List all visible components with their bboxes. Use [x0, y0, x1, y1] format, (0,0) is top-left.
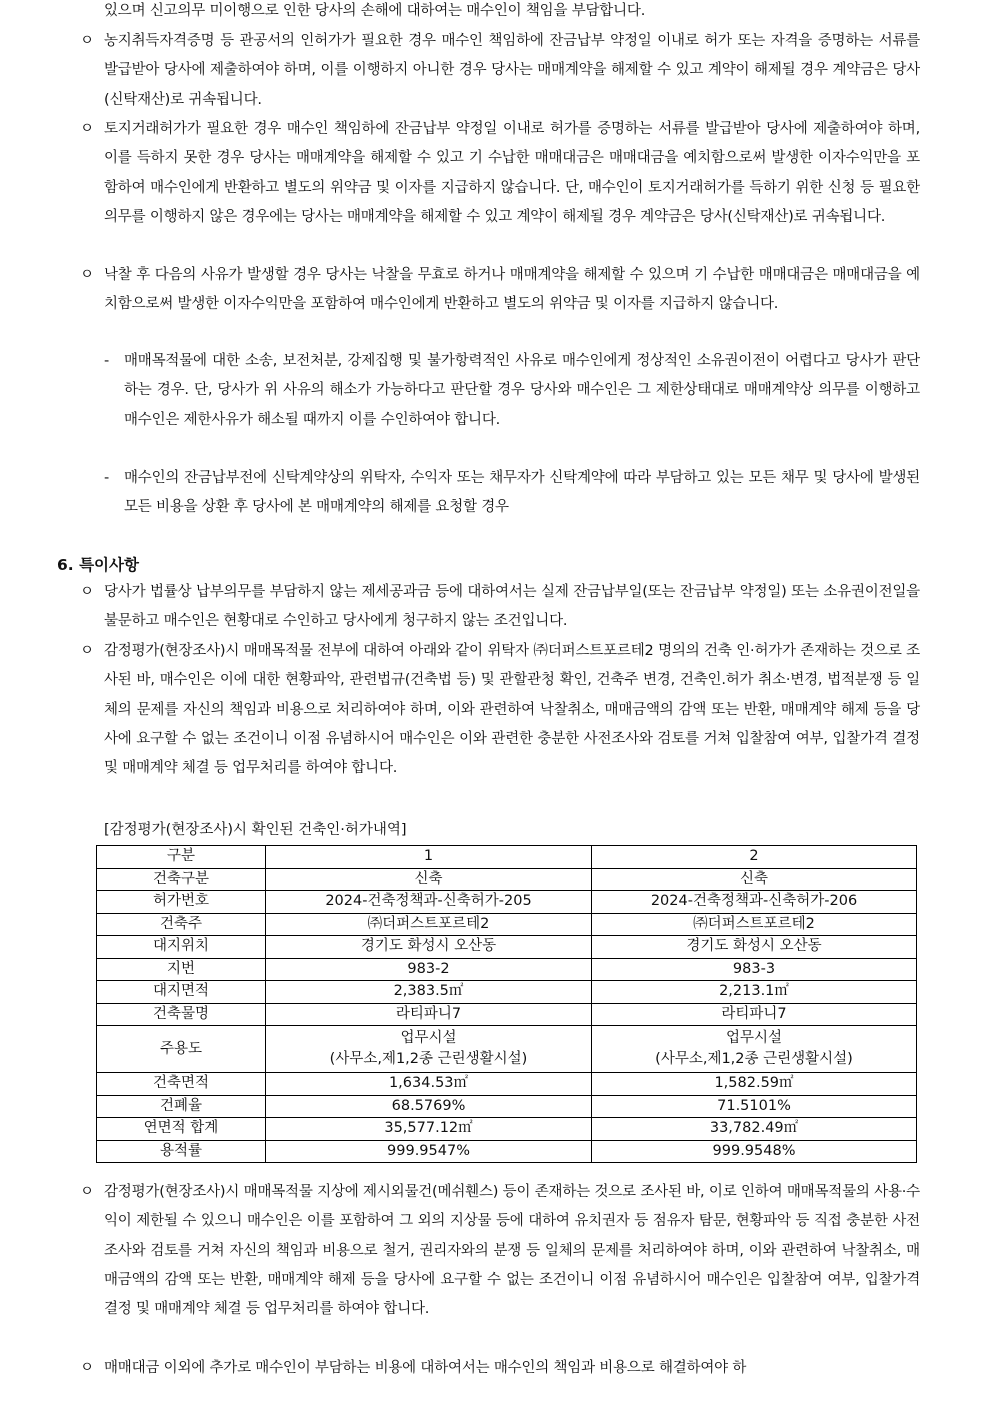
table-row	[97, 1095, 917, 1118]
cell-value: ㈜더퍼스트포르테2	[266, 913, 592, 936]
bullet-land-transaction-permit	[80, 115, 920, 232]
table-row	[97, 1140, 917, 1163]
cell-value: 2024-건축정책과-신축허가-206	[592, 891, 917, 914]
dash-text: 매수인의 잔금납부전에 신탁계약상의 위탁자, 수익자 또는 채무자가 신탁계약에 따라 부담하고 있는 모든 채무 및 당사에 발생된 모든 비용을 상환 후 당사에 본 매매계약의 해제를 요청할 경우	[124, 470, 920, 516]
bullet-text: 농지취득자격증명 등 관공서의 인허가가 필요한 경우 매수인 책임하에 잔금납부 약정일 이내로 허가 또는 자격을 증명하는 서류를 발급받아 당사에 제출하여야 하며, 이를 이행하지 아니한 경우 당사는 매매계약을 해제할 수 있고 계약이 해제될 경우 계약금은 당사(신탁재산)로 귀속됩니다.	[104, 33, 920, 108]
cell-value: 라티파니7	[266, 1003, 592, 1026]
bullet-icon: ㅇ	[80, 267, 94, 283]
table-row	[97, 913, 917, 936]
row-label: 용적률	[97, 1140, 266, 1163]
cell-value: 2024-건축정책과-신축허가-205	[266, 891, 592, 914]
continuation-text: 있으며 신고의무 미이행으로 인한 당사의 손해에 대하여는 매수인이 책임을 부담합니다.	[104, 3, 646, 19]
table-row	[97, 958, 917, 981]
table-row	[97, 1118, 917, 1141]
cell-value: 983-2	[266, 958, 592, 981]
table-row	[97, 1073, 917, 1096]
table-header-row	[97, 846, 917, 869]
table-row	[97, 1003, 917, 1026]
row-label: 연면적 합계	[97, 1118, 266, 1141]
bullet-text: 감정평가(현장조사)시 매매목적물 지상에 제시외물건(메쉬휀스) 등이 존재하는 것으로 조사된 바, 이로 인하여 매매목적물의 사용·수익이 제한될 수 있으니 매수인은 이를 포함하여 그 외의 지상물 등에 대하여 유치권자 등 점유자 탐문, 현황파악 등 직접 충분한 사전조사와 검토를 거쳐 자신의 책임과 비용으로 철거, 권리자와의 분쟁 등 일체의 문제를 처리하여야 하며, 이와 관련하여 낙찰취소, 매매금액의 감액 또는 반환, 매매계약 해제 등을 당사에 요구할 수 없는 조건이니 이점 유념하시어 매수인은 입찰참여 여부, 입찰가격 결정 및 매매계약 체결 등 업무처리를 하여야 합니다.	[104, 1184, 920, 1318]
cell-value: 신축	[592, 868, 917, 891]
row-label: 지번	[97, 958, 266, 981]
dash-icon: -	[104, 353, 110, 369]
row-label: 주용도	[97, 1026, 266, 1073]
dash-item-termination-request	[104, 464, 920, 523]
bullet-building-permit	[80, 637, 920, 783]
header-cell: 1	[266, 846, 592, 869]
cell-value	[266, 1026, 592, 1073]
row-label: 건축구분	[97, 868, 266, 891]
row-label: 건축주	[97, 913, 266, 936]
section-heading: 6. 특이사항	[57, 556, 139, 574]
cell-value: 1,634.53㎡	[266, 1073, 592, 1096]
cell-value: 33,782.49㎡	[592, 1118, 917, 1141]
cell-line: 업무시설	[400, 1030, 457, 1046]
row-label: 대지면적	[97, 981, 266, 1004]
bullet-icon: ㅇ	[80, 584, 94, 600]
cell-value: 71.5101%	[592, 1095, 917, 1118]
cell-line: (사무소,제1,2종 근린생활시설)	[655, 1051, 853, 1067]
cell-value: 1,582.59㎡	[592, 1073, 917, 1096]
table-caption: [감정평가(현장조사)시 확인된 건축인·허가내역]	[104, 822, 407, 838]
bullet-additional-costs	[80, 1354, 920, 1383]
dash-icon: -	[104, 470, 110, 486]
bullet-text: 감정평가(현장조사)시 매매목적물 전부에 대하여 아래와 같이 위탁자 ㈜더퍼스트포르테2 명의의 건축 인·허가가 존재하는 것으로 조사된 바, 매수인은 이에 대한 현황파악, 관련법규(건축법 등) 및 관할관청 확인, 건축주 변경, 건축인.허가 취소·변경, 법적분쟁 등 일체의 문제를 자신의 책임과 비용으로 처리하여야 하며, 이와 관련하여 낙찰취소, 매매금액의 감액 또는 반환, 매매계약 해제 등을 당사에 요구할 수 없는 조건이니 이점 유념하시어 매수인은 이와 관련한 충분한 사전조사와 검토를 거쳐 입찰참여 여부, 입찰가격 결정 및 매매계약 체결 등 업무처리를 하여야 합니다.	[104, 643, 920, 777]
cell-value: 2,213.1㎡	[592, 981, 917, 1004]
building-permit-table	[96, 845, 917, 1163]
table-row	[97, 981, 917, 1004]
cell-value: 35,577.12㎡	[266, 1118, 592, 1141]
row-label: 건축물명	[97, 1003, 266, 1026]
bullet-fence-objects	[80, 1178, 920, 1324]
cell-value: 2,383.5㎡	[266, 981, 592, 1004]
cell-value: 경기도 화성시 오산동	[266, 936, 592, 959]
cell-value: 983-3	[592, 958, 917, 981]
cell-value: 신축	[266, 868, 592, 891]
table-row	[97, 936, 917, 959]
table-row	[97, 1026, 917, 1073]
bullet-bid-invalidation	[80, 261, 920, 320]
dash-text: 매매목적물에 대한 소송, 보전처분, 강제집행 및 불가항력적인 사유로 매수인에게 정상적인 소유권이전이 어렵다고 당사가 판단하는 경우. 단, 당사가 위 사유의 해소가 가능하다고 판단할 경우 당사와 매수인은 그 제한상태대로 매매계약상 의무를 이행하고 매수인은 제한사유가 해소될 때까지 이를 수인하여야 합니다.	[124, 353, 920, 428]
table-row	[97, 868, 917, 891]
bullet-icon: ㅇ	[80, 121, 94, 137]
cell-line: (사무소,제1,2종 근린생활시설)	[329, 1051, 528, 1067]
bullet-icon: ㅇ	[80, 33, 94, 49]
bullet-text: 매매대금 이외에 추가로 매수인이 부담하는 비용에 대하여서는 매수인의 책임과 비용으로 해결하여야 하	[104, 1360, 747, 1376]
bullet-text: 당사가 법률상 납부의무를 부담하지 않는 제세공과금 등에 대하여서는 실제 잔금납부일(또는 잔금납부 약정일) 또는 소유권이전일을 불문하고 매수인은 현황대로 수인하고 당사에게 청구하지 않는 조건입니다.	[104, 584, 920, 630]
header-cell: 구분	[97, 846, 266, 869]
bullet-farmland-permit	[80, 27, 920, 115]
cell-value	[592, 1026, 917, 1073]
bullet-icon: ㅇ	[80, 1360, 94, 1376]
cell-value: 경기도 화성시 오산동	[592, 936, 917, 959]
cell-value: ㈜더퍼스트포르테2	[592, 913, 917, 936]
cell-value: 999.9547%	[266, 1140, 592, 1163]
cell-value: 라티파니7	[592, 1003, 917, 1026]
bullet-text: 낙찰 후 다음의 사유가 발생할 경우 당사는 낙찰을 무효로 하거나 매매계약을 해제할 수 있으며 기 수납한 매매대금은 매매대금을 예치함으로써 발생한 이자수익만을 포함하여 매수인에게 반환하고 별도의 위약금 및 이자를 지급하지 않습니다.	[104, 267, 920, 313]
bullet-icon: ㅇ	[80, 643, 94, 659]
bullet-text: 토지거래허가가 필요한 경우 매수인 책임하에 잔금납부 약정일 이내로 허가를 증명하는 서류를 발급받아 당사에 제출하여야 하며, 이를 득하지 못한 경우 당사는 매매계약을 해제할 수 있고 기 수납한 매매대금은 매매대금을 예치함으로써 발생한 이자수익만을 포함하여 매수인에게 반환하고 별도의 위약금 및 이자를 지급하지 않습니다. 단, 매수인이 토지거래허가를 득하기 위한 신청 등 필요한 의무를 이행하지 않은 경우에는 당사는 매매계약을 해제할 수 있고 계약이 해제될 경우 계약금은 당사(신탁재산)로 귀속됩니다.	[104, 121, 920, 225]
bullet-taxes	[80, 578, 920, 637]
row-label: 대지위치	[97, 936, 266, 959]
row-label: 건폐율	[97, 1095, 266, 1118]
dash-item-litigation	[104, 347, 920, 435]
cell-value: 999.9548%	[592, 1140, 917, 1163]
row-label: 허가번호	[97, 891, 266, 914]
cell-line: 업무시설	[725, 1030, 783, 1046]
header-cell: 2	[592, 846, 917, 869]
cell-value: 68.5769%	[266, 1095, 592, 1118]
bullet-icon: ㅇ	[80, 1184, 94, 1200]
table-row	[97, 891, 917, 914]
row-label: 건축면적	[97, 1073, 266, 1096]
